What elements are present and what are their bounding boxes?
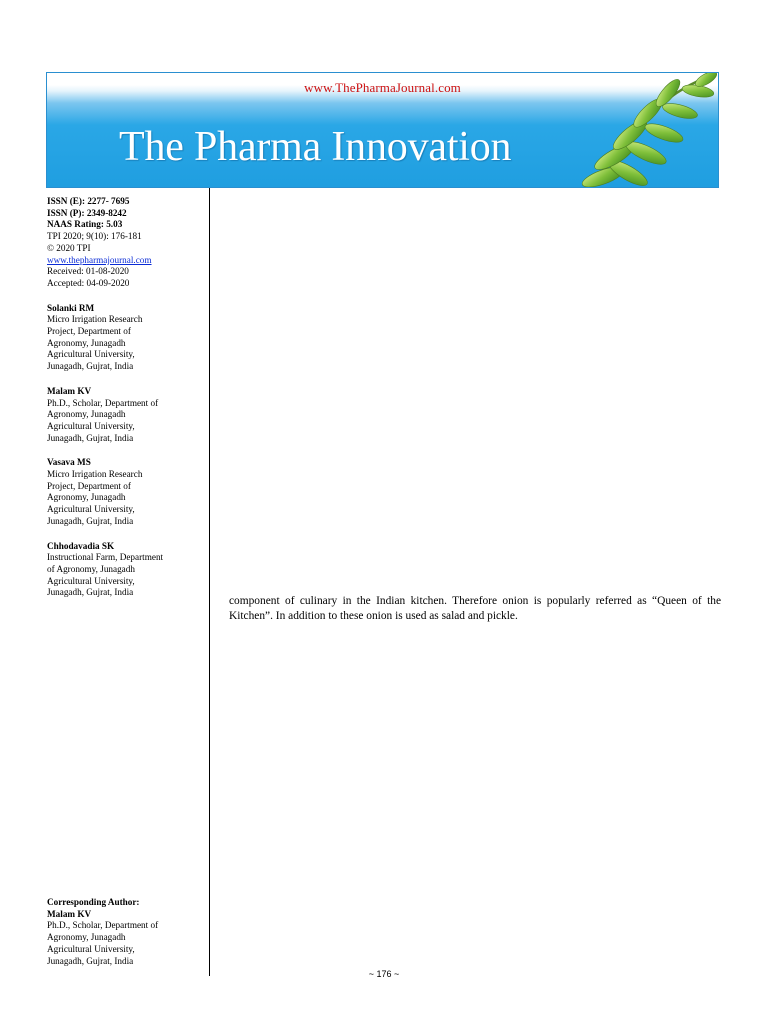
corresponding-affiliation-line: Agronomy, Junagadh — [47, 932, 126, 943]
column-divider — [209, 188, 210, 976]
author-affiliation-line: Agricultural University, — [47, 504, 135, 515]
corresponding-affiliation-line: Junagadh, Gujrat, India — [47, 955, 134, 966]
corresponding-affiliation-line: Ph.D., Scholar, Department of — [47, 920, 159, 931]
corresponding-affiliation-line: Agricultural University, — [47, 943, 135, 954]
issn-e: ISSN (E): 2277- 7695 — [47, 196, 130, 206]
page-number: ~ 176 ~ — [368, 969, 400, 979]
author-affiliation-line: Project, Department of — [47, 326, 131, 337]
naas-rating: NAAS Rating: 5.03 — [47, 219, 123, 230]
author-affiliation-line: Agronomy, Junagadh — [47, 337, 126, 348]
author-affiliation-line: Junagadh, Gujrat, India — [47, 432, 134, 443]
issn-p: ISSN (P): 2349-8242 — [47, 207, 127, 218]
corresponding-name: Malam KV — [47, 908, 92, 919]
author-affiliation-line: Ph.D., Scholar, Department of — [47, 397, 159, 408]
journal-website-link[interactable]: www.thepharmajournal.com — [47, 254, 152, 265]
body-paragraph: component of culinary in the Indian kitchen. Therefore onion is popularly referred as “Queen of the Kitchen”. In addition to these onion is used as salad and pickle. — [229, 595, 721, 622]
author-affiliation-line: Agricultural University, — [47, 575, 135, 586]
author-block — [47, 303, 205, 373]
journal-banner — [46, 72, 719, 188]
author-affiliation-line: Instructional Farm, Department — [47, 552, 164, 563]
author-affiliation-line: Agricultural University, — [47, 349, 135, 360]
author-affiliation-line: Micro Irrigation Research — [47, 469, 143, 480]
corresponding-author-block — [47, 897, 207, 967]
author-affiliation-line: Junagadh, Gujrat, India — [47, 515, 134, 526]
author-affiliation-line: Junagadh, Gujrat, India — [47, 361, 134, 372]
tpi-citation: TPI 2020; 9(10): 176-181 — [47, 231, 142, 242]
author-block — [47, 386, 205, 445]
author-name: Chhodavadia SK — [47, 540, 115, 551]
accepted-date: Accepted: 04-09-2020 — [47, 277, 130, 288]
neem-leaf-icon — [528, 73, 718, 188]
article-sidebar — [47, 196, 205, 599]
corresponding-heading: Corresponding Author: — [47, 897, 140, 907]
author-affiliation-line: Micro Irrigation Research — [47, 314, 143, 325]
copyright: © 2020 TPI — [47, 242, 91, 253]
author-name: Malam KV — [47, 385, 92, 396]
author-affiliation-line: Agronomy, Junagadh — [47, 492, 126, 503]
author-affiliation-line: Agricultural University, — [47, 420, 135, 431]
journal-title: The Pharma Innovation — [119, 124, 512, 170]
author-block — [47, 457, 205, 527]
received-date: Received: 01-08-2020 — [47, 266, 129, 277]
author-affiliation-line: Agronomy, Junagadh — [47, 409, 126, 420]
author-affiliation-line: of Agronomy, Junagadh — [47, 563, 135, 574]
article-meta — [47, 196, 205, 290]
author-block — [47, 541, 205, 600]
author-name: Solanki RM — [47, 302, 95, 313]
author-affiliation-line: Project, Department of — [47, 480, 131, 491]
journal-url[interactable]: www.ThePharmaJournal.com — [304, 80, 461, 95]
author-affiliation-line: Junagadh, Gujrat, India — [47, 587, 134, 598]
author-name: Vasava MS — [47, 457, 91, 468]
